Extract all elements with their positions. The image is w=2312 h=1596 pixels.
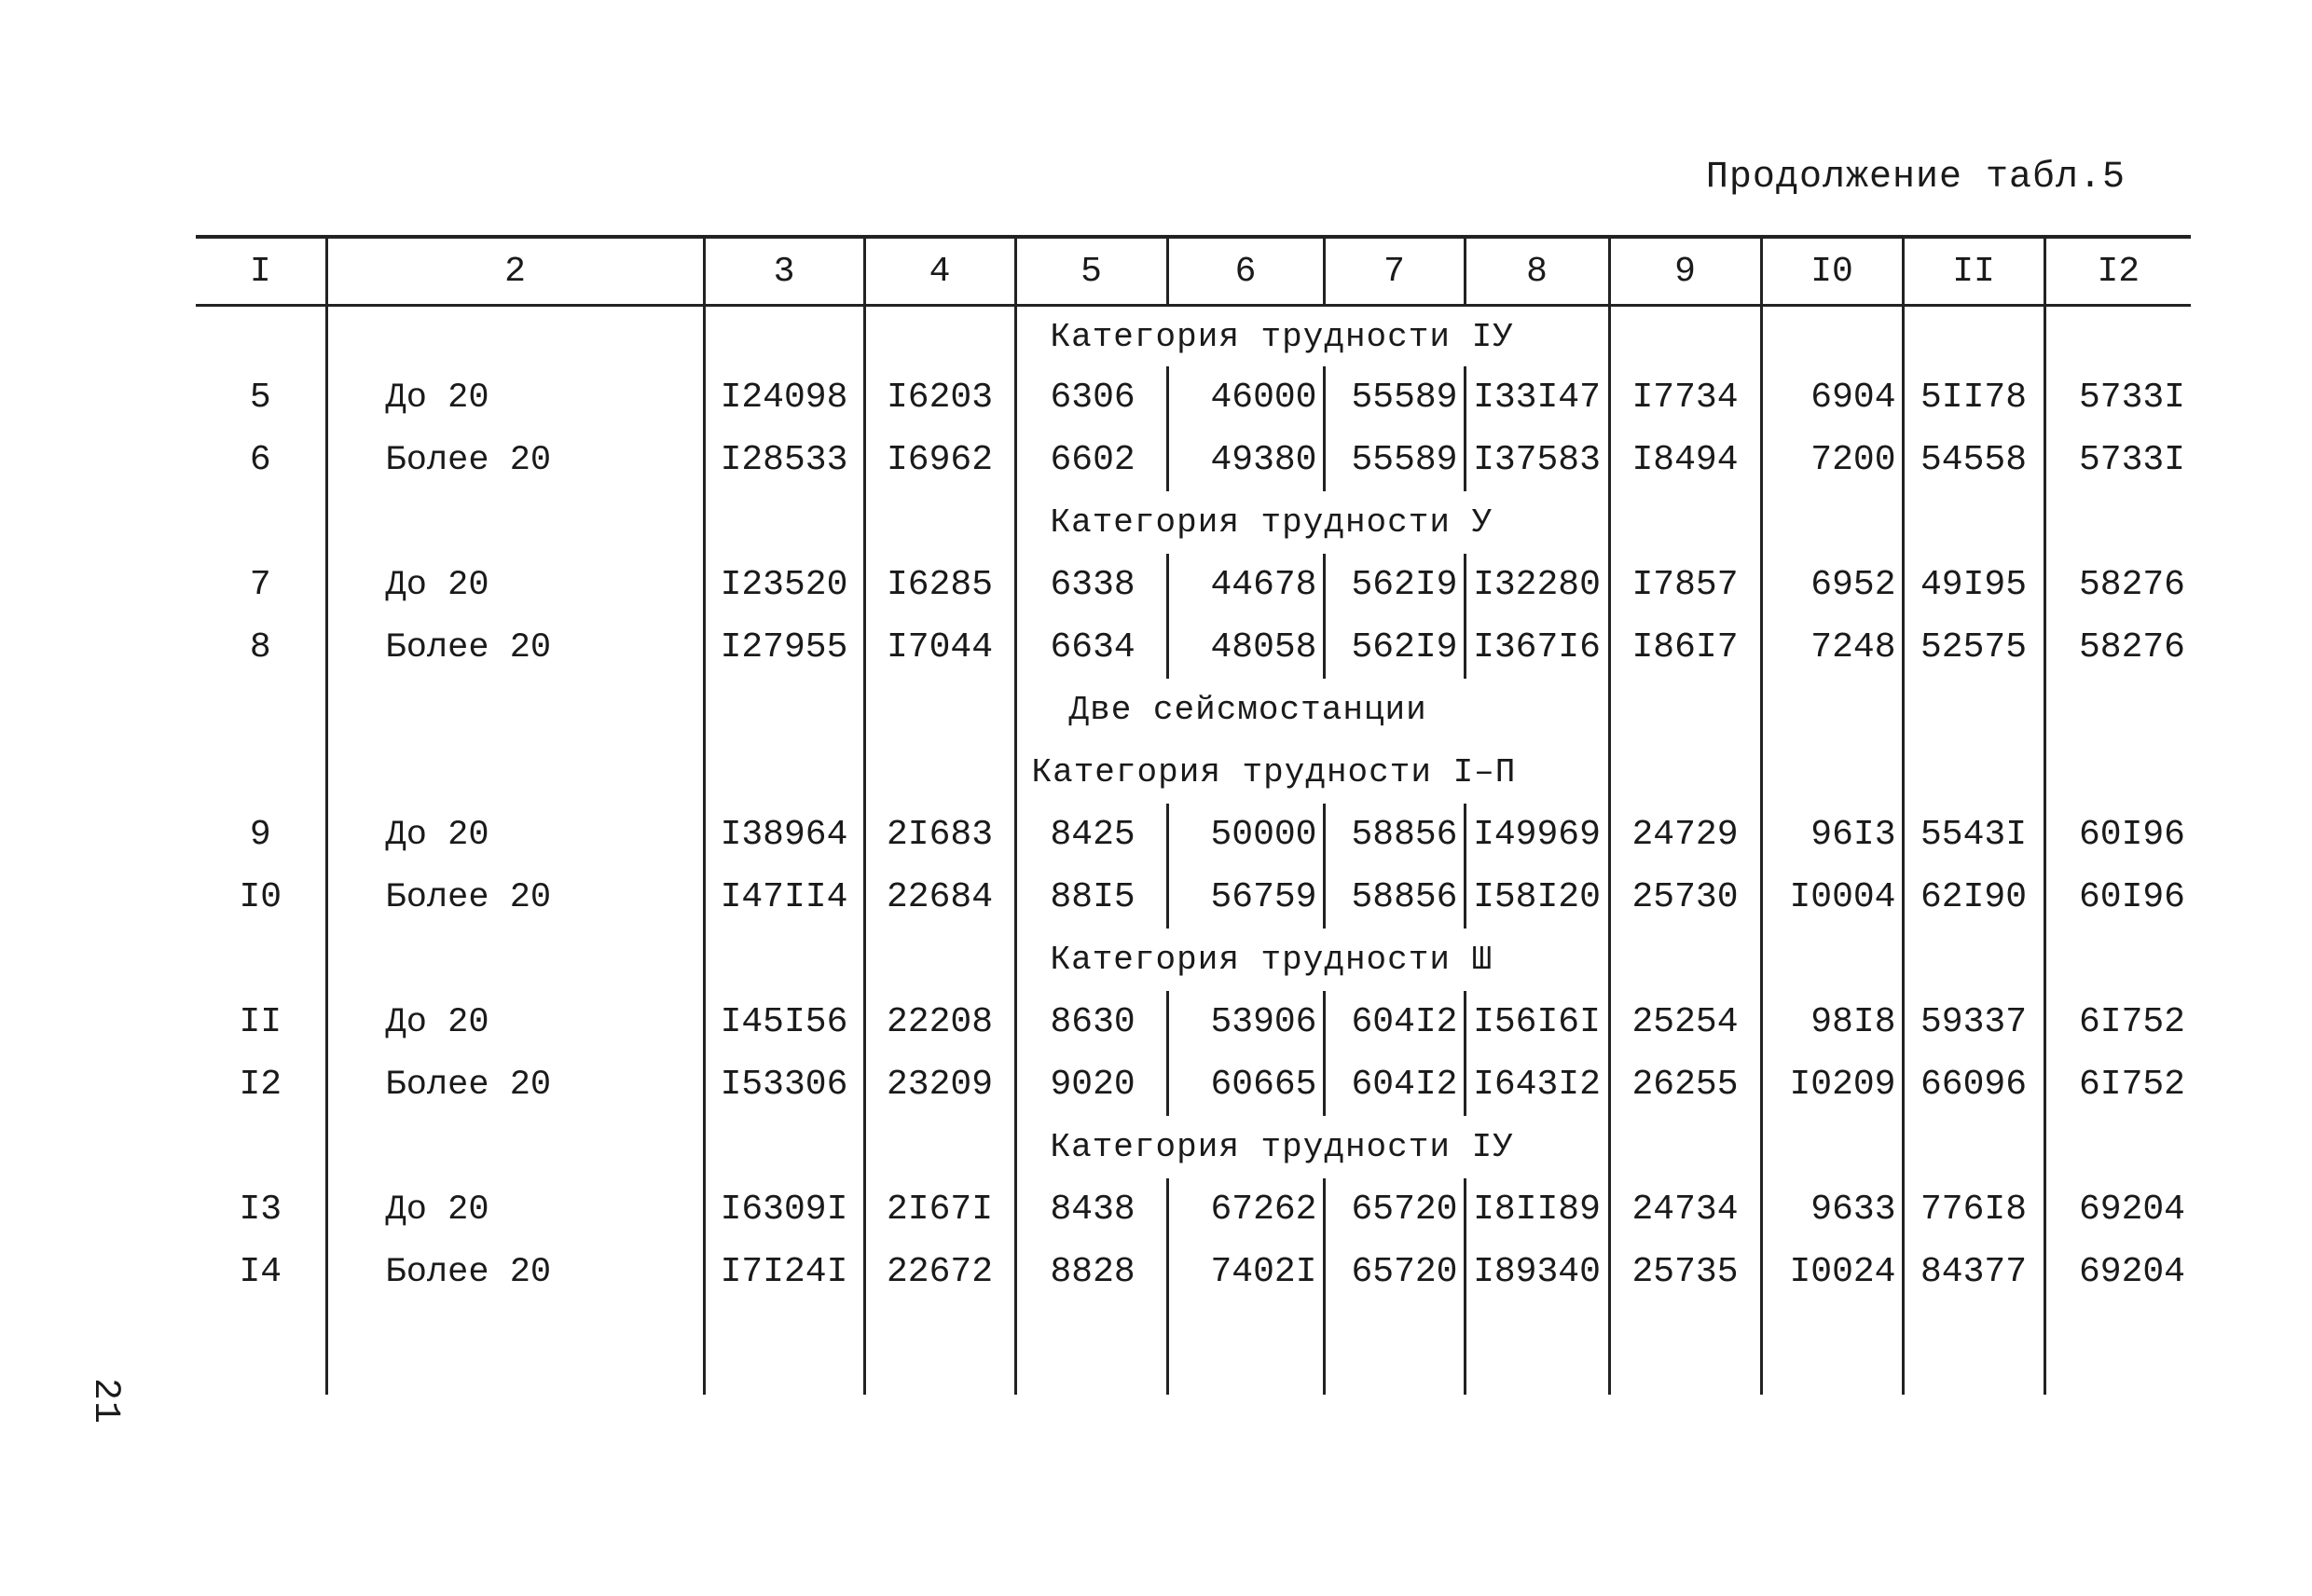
section-row <box>196 306 2191 367</box>
cell: I6285 <box>864 554 1015 616</box>
column-header: 2 <box>326 237 704 306</box>
cell: 604I2 <box>1324 1053 1465 1116</box>
cell: I6309I <box>704 1178 864 1241</box>
page-number: 21 <box>84 1378 126 1425</box>
cell: 69204 <box>2044 1241 2191 1303</box>
cell: 84377 <box>1903 1241 2044 1303</box>
cell: I8494 <box>1609 429 1761 491</box>
cell: I367I6 <box>1465 616 1609 679</box>
cell: 62I90 <box>1903 866 2044 929</box>
cell: I643I2 <box>1465 1053 1609 1116</box>
cell: 25730 <box>1609 866 1761 929</box>
cell: I37583 <box>1465 429 1609 491</box>
cell: 5733I <box>2044 429 2191 491</box>
cell: I89340 <box>1465 1241 1609 1303</box>
cell: I0004 <box>1761 866 1903 929</box>
cell: I7I24I <box>704 1241 864 1303</box>
cell: 23209 <box>864 1053 1015 1116</box>
table-row <box>196 991 2191 1053</box>
section-row <box>196 741 2191 804</box>
cell: 7248 <box>1761 616 1903 679</box>
column-header: 3 <box>704 237 864 306</box>
cell: 6I752 <box>2044 1053 2191 1116</box>
column-header: II <box>1903 237 2044 306</box>
cell: 604I2 <box>1324 991 1465 1053</box>
table-row <box>196 866 2191 929</box>
cell: 49380 <box>1167 429 1324 491</box>
column-header: 4 <box>864 237 1015 306</box>
section-row <box>196 491 2191 554</box>
cell: 9633 <box>1761 1178 1903 1241</box>
header-row <box>196 237 2191 306</box>
cell: 55589 <box>1324 429 1465 491</box>
row-number: I4 <box>239 1252 282 1292</box>
cell: I6203 <box>864 366 1015 429</box>
row-label: Более 20 <box>326 616 704 679</box>
cell: 56759 <box>1167 866 1324 929</box>
cell: 54558 <box>1903 429 2044 491</box>
cell: 5II78 <box>1903 366 2044 429</box>
cell: 65720 <box>1324 1178 1465 1241</box>
row-number: 7 <box>249 565 271 605</box>
cell: I28533 <box>704 429 864 491</box>
cell: 5543I <box>1903 804 2044 866</box>
cell: 58856 <box>1324 866 1465 929</box>
section-label: Категория трудности IУ <box>1015 1116 1609 1178</box>
cell: I6962 <box>864 429 1015 491</box>
cell: 22672 <box>864 1241 1015 1303</box>
column-header: 7 <box>1324 237 1465 306</box>
column-header: 8 <box>1465 237 1609 306</box>
row-label: До 20 <box>326 366 704 429</box>
cell: I0209 <box>1761 1053 1903 1116</box>
cell: 66096 <box>1903 1053 2044 1116</box>
cell: 24734 <box>1609 1178 1761 1241</box>
cell: 6I752 <box>2044 991 2191 1053</box>
price-table <box>196 235 2191 1395</box>
row-number: I3 <box>239 1190 282 1230</box>
cell: 49I95 <box>1903 554 2044 616</box>
cell: 2I67I <box>864 1178 1015 1241</box>
row-number: 8 <box>249 627 271 667</box>
cell: 6338 <box>1015 554 1167 616</box>
cell: 5733I <box>2044 366 2191 429</box>
cell: 58856 <box>1324 804 1465 866</box>
section-row <box>196 679 2191 741</box>
cell: 22684 <box>864 866 1015 929</box>
cell: 25254 <box>1609 991 1761 1053</box>
cell: 60665 <box>1167 1053 1324 1116</box>
cell: I24098 <box>704 366 864 429</box>
section-label: Категория трудности У <box>1015 491 1609 554</box>
row-label: До 20 <box>326 804 704 866</box>
cell: I38964 <box>704 804 864 866</box>
cell: 60I96 <box>2044 866 2191 929</box>
cell: 2I683 <box>864 804 1015 866</box>
table-row <box>196 429 2191 491</box>
cell: 7200 <box>1761 429 1903 491</box>
row-label: Более 20 <box>326 1053 704 1116</box>
column-header: I0 <box>1761 237 1903 306</box>
section-label: Категория трудности Ш <box>1015 929 1609 991</box>
cell: I86I7 <box>1609 616 1761 679</box>
cell: 776I8 <box>1903 1178 2044 1241</box>
table-filler-row <box>196 1303 2191 1395</box>
cell: 6306 <box>1015 366 1167 429</box>
cell: 53906 <box>1167 991 1324 1053</box>
row-number: 6 <box>249 440 271 480</box>
cell: 562I9 <box>1324 616 1465 679</box>
section-row <box>196 1116 2191 1178</box>
table-caption: Продолжение табл.5 <box>1705 157 2126 199</box>
cell: 22208 <box>864 991 1015 1053</box>
table-row <box>196 616 2191 679</box>
table-row <box>196 804 2191 866</box>
cell: I23520 <box>704 554 864 616</box>
cell: I47II4 <box>704 866 864 929</box>
cell: 6634 <box>1015 616 1167 679</box>
cell: 6904 <box>1761 366 1903 429</box>
cell: I32280 <box>1465 554 1609 616</box>
table-row <box>196 554 2191 616</box>
cell: 8438 <box>1015 1178 1167 1241</box>
cell: 58276 <box>2044 616 2191 679</box>
row-label: До 20 <box>326 554 704 616</box>
cell: 98I8 <box>1761 991 1903 1053</box>
table-row <box>196 1178 2191 1241</box>
row-number: I0 <box>239 877 282 917</box>
cell: I27955 <box>704 616 864 679</box>
row-number: 9 <box>249 815 271 855</box>
row-label: Более 20 <box>326 1241 704 1303</box>
cell: 60I96 <box>2044 804 2191 866</box>
cell: 58276 <box>2044 554 2191 616</box>
cell: 88I5 <box>1015 866 1167 929</box>
cell: 96I3 <box>1761 804 1903 866</box>
cell: I45I56 <box>704 991 864 1053</box>
row-label: До 20 <box>326 1178 704 1241</box>
cell: I58I20 <box>1465 866 1609 929</box>
row-label: До 20 <box>326 991 704 1053</box>
cell: I7734 <box>1609 366 1761 429</box>
column-header: 9 <box>1609 237 1761 306</box>
column-header: I <box>196 237 326 306</box>
cell: 69204 <box>2044 1178 2191 1241</box>
column-header: 6 <box>1167 237 1324 306</box>
cell: 25735 <box>1609 1241 1761 1303</box>
row-number: 5 <box>249 378 271 418</box>
cell: 8828 <box>1015 1241 1167 1303</box>
cell: I53306 <box>704 1053 864 1116</box>
cell: 8425 <box>1015 804 1167 866</box>
section-label: Категория трудности I–П <box>1015 741 1609 804</box>
table-row <box>196 1053 2191 1116</box>
table-row <box>196 1241 2191 1303</box>
row-number: I2 <box>239 1065 282 1105</box>
table-row <box>196 366 2191 429</box>
cell: 55589 <box>1324 366 1465 429</box>
cell: 26255 <box>1609 1053 1761 1116</box>
cell: I33I47 <box>1465 366 1609 429</box>
section-label: Две сейсмостанции <box>1015 679 1609 741</box>
cell: 46000 <box>1167 366 1324 429</box>
cell: 9020 <box>1015 1053 1167 1116</box>
price-table-grid <box>196 235 2191 1395</box>
cell: 562I9 <box>1324 554 1465 616</box>
cell: 59337 <box>1903 991 2044 1053</box>
cell: I7857 <box>1609 554 1761 616</box>
cell: 24729 <box>1609 804 1761 866</box>
row-label: Более 20 <box>326 866 704 929</box>
section-row <box>196 929 2191 991</box>
cell: I56I6I <box>1465 991 1609 1053</box>
cell: 52575 <box>1903 616 2044 679</box>
cell: I8II89 <box>1465 1178 1609 1241</box>
cell: I7044 <box>864 616 1015 679</box>
row-label: Более 20 <box>326 429 704 491</box>
cell: 67262 <box>1167 1178 1324 1241</box>
column-header: 5 <box>1015 237 1167 306</box>
cell: 44678 <box>1167 554 1324 616</box>
cell: 6952 <box>1761 554 1903 616</box>
cell: 50000 <box>1167 804 1324 866</box>
section-label: Категория трудности IУ <box>1015 306 1609 367</box>
cell: I49969 <box>1465 804 1609 866</box>
cell: 48058 <box>1167 616 1324 679</box>
cell: 6602 <box>1015 429 1167 491</box>
row-number: II <box>239 1002 282 1042</box>
cell: 8630 <box>1015 991 1167 1053</box>
cell: I0024 <box>1761 1241 1903 1303</box>
cell: 7402I <box>1167 1241 1324 1303</box>
column-header: I2 <box>2044 237 2191 306</box>
cell: 65720 <box>1324 1241 1465 1303</box>
